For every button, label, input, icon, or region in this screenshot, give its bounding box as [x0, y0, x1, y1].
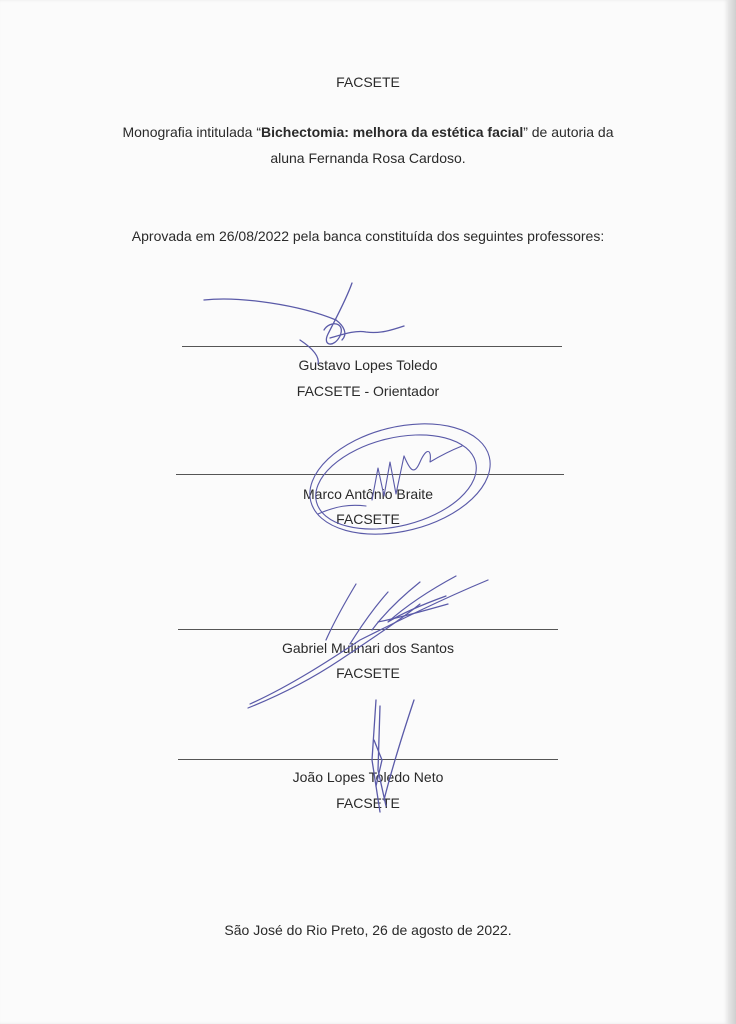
committee-member-role: FACSETE [336, 665, 400, 681]
monograph-prefix: Monografia intitulada “ [122, 124, 261, 140]
committee-member-name: Gabriel Mulinari dos Santos [282, 640, 454, 656]
signature-line [176, 474, 564, 475]
monograph-statement-line1 [0, 120, 736, 144]
monograph-statement-line2: aluna Fernanda Rosa Cardoso. [270, 150, 466, 166]
page-edge [728, 0, 736, 1024]
committee-member-role: FACSETE [336, 511, 400, 527]
signature-line [178, 629, 558, 630]
signature-line [178, 759, 558, 760]
place-and-date: São José do Rio Preto, 26 de agosto de 2022. [224, 922, 512, 938]
committee-member-role: FACSETE [336, 795, 400, 811]
institution-title: FACSETE [336, 74, 400, 90]
committee-member-name: Marco Antônio Braite [303, 486, 433, 502]
signature-line [182, 346, 562, 347]
monograph-title: Bichectomia: melhora da estética facial [261, 124, 524, 140]
signature-1 [204, 283, 404, 364]
committee-member-role: FACSETE - Orientador [296, 383, 440, 399]
approval-statement: Aprovada em 26/08/2022 pela banca constituída dos seguintes professores: [131, 228, 605, 244]
committee-member-name: Gustavo Lopes Toledo [298, 357, 438, 373]
committee-member-name: João Lopes Toledo Neto [292, 769, 444, 785]
monograph-suffix: ” de autoria da [523, 124, 614, 140]
